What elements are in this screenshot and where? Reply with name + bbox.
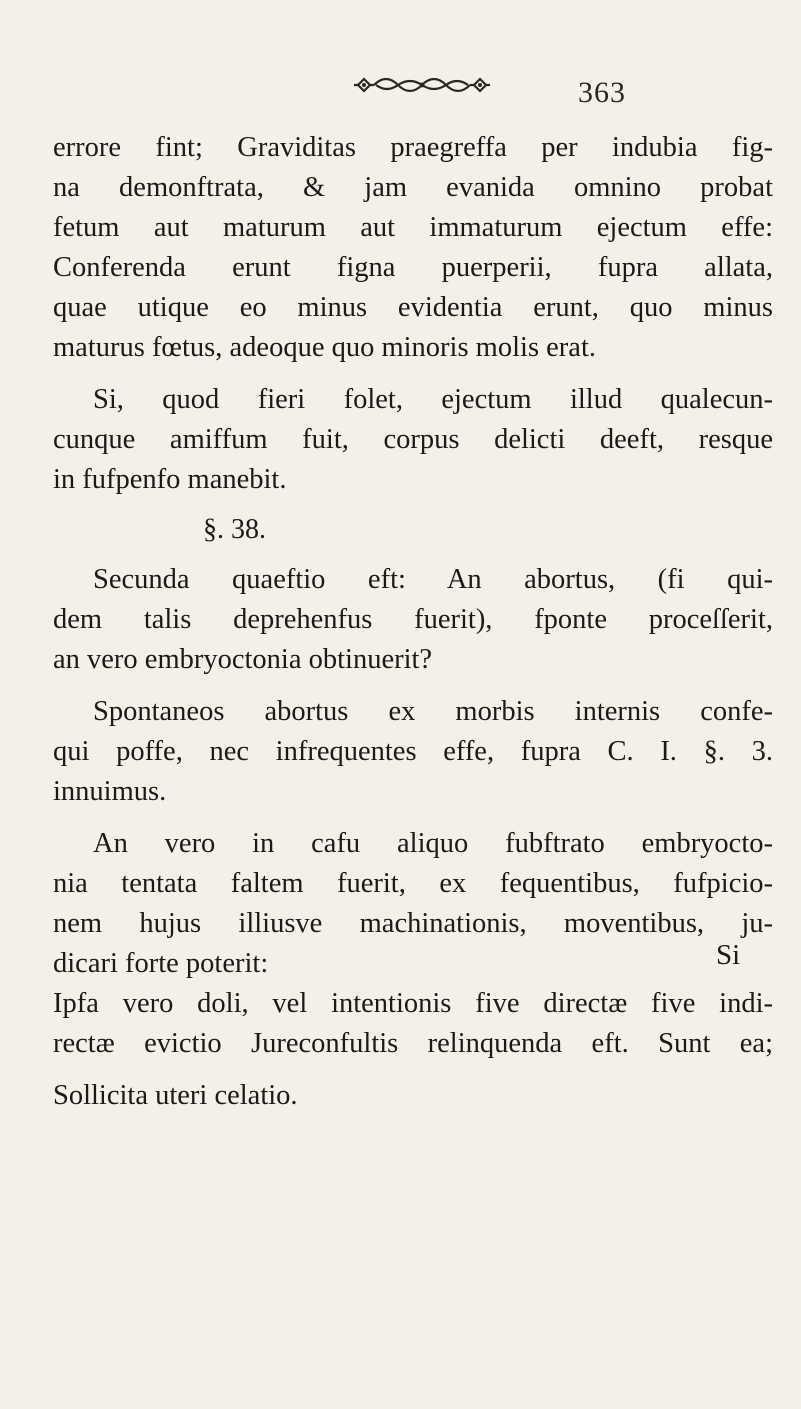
paragraph <box>53 128 773 368</box>
text-line: dem talis deprehenfus fuerit), fponte proceſſerit, <box>53 604 773 635</box>
text-line: Secunda quaeftio eft: An abortus, (fi qui- <box>93 564 773 595</box>
text-line: qui poffe, nec infrequentes effe, fupra C. I. §. 3. <box>53 736 773 767</box>
paragraph <box>53 380 773 500</box>
page-header <box>0 70 801 110</box>
text-line: Sollicita uteri celatio. <box>53 1080 298 1111</box>
catchword: Si <box>716 939 741 971</box>
text-line: rectæ evictio Jureconfultis relinquenda eft. Sunt ea; <box>53 1028 773 1059</box>
text-line: An vero in cafu aliquo fubftrato embryocto- <box>93 828 773 859</box>
text-line: errore fint; Graviditas praegreffa per indubia fig- <box>53 132 773 163</box>
body-text <box>53 128 773 1116</box>
paragraph <box>53 824 773 984</box>
text-line: in fufpenfo manebit. <box>53 464 287 495</box>
text-line: an vero embryoctonia obtinuerit? <box>53 644 433 675</box>
text-line: Spontaneos abortus ex morbis internis confe- <box>93 696 773 727</box>
text-line: na demonftrata, & jam evanida omnino probat <box>53 172 773 203</box>
text-line: maturus fœtus, adeoque quo minoris molis erat. <box>53 332 596 363</box>
page-number: 363 <box>578 76 626 109</box>
text-line: innuimus. <box>53 776 167 807</box>
text-line: fetum aut maturum aut immaturum ejectum effe: <box>53 212 773 243</box>
paragraph <box>53 692 773 812</box>
section-heading: §. 38. <box>203 514 266 545</box>
text-line: nia tentata faltem fuerit, ex fequentibus, fufpicio- <box>53 868 773 899</box>
text-line: nem hujus illiusve machinationis, moventibus, ju- <box>53 908 773 939</box>
text-line: cunque amiffum fuit, corpus delicti deeft, resque <box>53 424 773 455</box>
text-line: Si, quod fieri folet, ejectum illud qualecun- <box>93 384 773 415</box>
printer-ornament-icon <box>352 70 492 100</box>
text-line: Ipfa vero doli, vel intentionis five directæ five indi- <box>53 988 773 1019</box>
paragraph <box>53 984 773 1064</box>
text-line: Conferenda erunt figna puerperii, fupra allata, <box>53 252 773 283</box>
text-line: dicari forte poterit: <box>53 948 269 979</box>
text-line: quae utique eo minus evidentia erunt, quo minus <box>53 292 773 323</box>
paragraph <box>53 560 773 680</box>
paragraph <box>53 1076 773 1116</box>
